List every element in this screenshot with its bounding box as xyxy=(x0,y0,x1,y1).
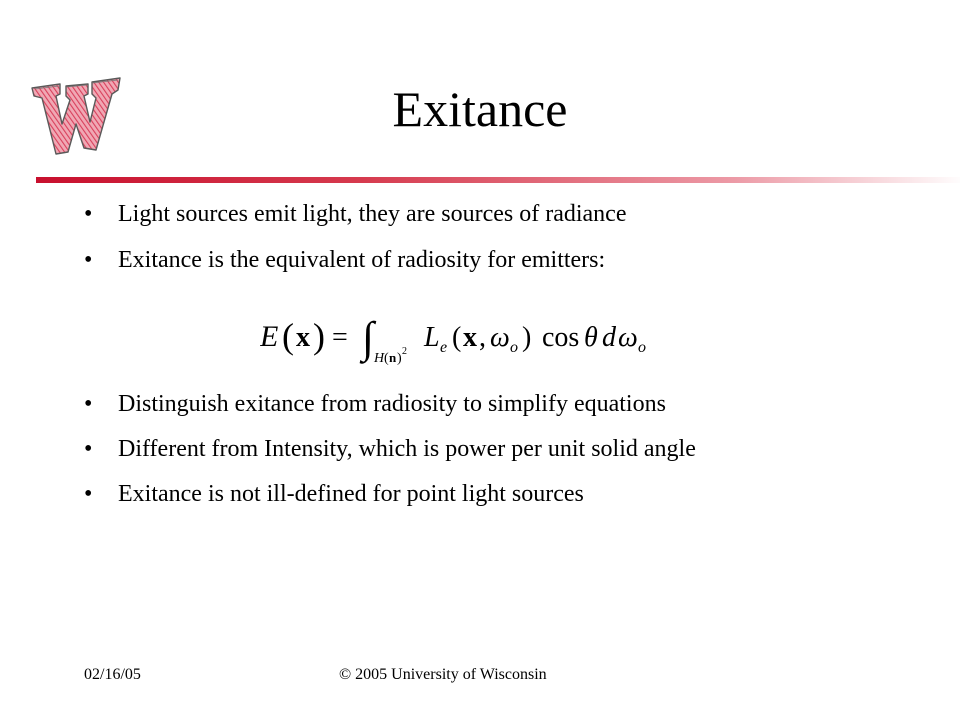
integral-domain: 2 xyxy=(402,346,407,357)
integral-domain: ) xyxy=(397,351,402,366)
title-divider xyxy=(36,177,960,183)
bullet-dot-icon: • xyxy=(84,201,93,227)
bullet-item xyxy=(84,390,666,419)
footer-copyright: © 2005 University of Wisconsin xyxy=(339,666,547,683)
equation-lhs-e: E xyxy=(260,320,279,353)
equation-radiance: L xyxy=(424,322,440,353)
bullet-dot-icon: • xyxy=(84,391,93,417)
integral-domain: n xyxy=(389,350,397,365)
bullet-text: Distinguish exitance from radiosity to simplify equations xyxy=(118,391,666,417)
bullet-dot-icon: • xyxy=(84,247,93,273)
bullet-text: Exitance is the equivalent of radiosity for emitters: xyxy=(118,247,606,273)
bullet-item xyxy=(84,200,627,229)
equation-paren: ) xyxy=(313,316,325,356)
bullet-item xyxy=(84,246,605,275)
equation-paren: ( xyxy=(452,322,462,353)
equation-radiance-sub: e xyxy=(440,339,448,356)
equation-omega: ω xyxy=(490,322,510,353)
exitance-equation xyxy=(260,308,700,366)
bullet-text: Light sources emit light, they are sources of radiance xyxy=(118,201,627,227)
integral-domain: H xyxy=(374,351,385,366)
equation-x: x xyxy=(463,322,477,353)
equation-cos: cos xyxy=(542,322,580,353)
equation-lhs-x: x xyxy=(296,322,310,353)
bullet-dot-icon: • xyxy=(84,481,93,507)
equation-comma: , xyxy=(479,322,486,353)
integral-sign-icon: ∫ xyxy=(362,313,375,362)
bullet-text: Exitance is not ill-defined for point light sources xyxy=(118,481,584,507)
equation-equals: = xyxy=(332,322,348,353)
equation-omega-sub: o xyxy=(510,339,518,356)
bullet-text: Different from Intensity, which is power per unit solid angle xyxy=(118,436,696,462)
equation-paren: ) xyxy=(522,322,532,353)
footer-date: 02/16/05 xyxy=(84,666,141,683)
equation-paren: ( xyxy=(282,316,294,356)
bullet-item xyxy=(84,435,696,464)
bullet-dot-icon: • xyxy=(84,436,93,462)
equation-omega: ω xyxy=(618,322,638,353)
equation-omega-sub: o xyxy=(638,339,646,356)
bullet-item xyxy=(84,480,584,509)
integral-domain: ( xyxy=(384,351,389,366)
equation-d: d xyxy=(602,322,616,353)
slide-title: Exitance xyxy=(392,81,568,137)
equation-theta: θ xyxy=(584,322,598,353)
